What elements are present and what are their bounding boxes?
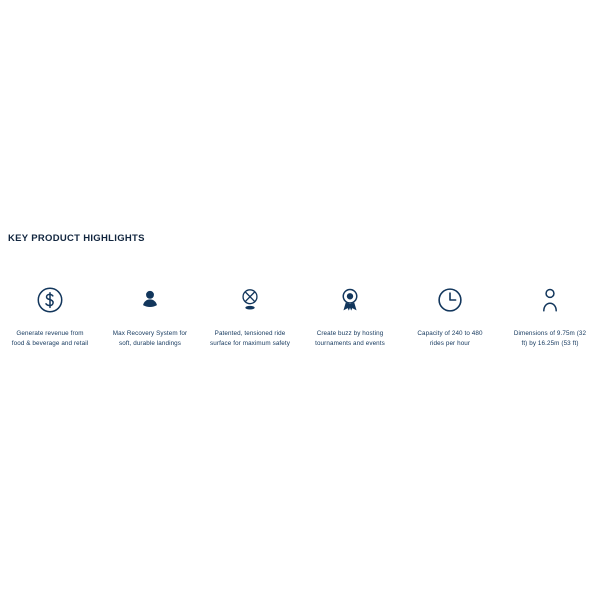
highlight-label: Capacity of 240 to 480 rides per hour [417,330,483,347]
award-ribbon-icon [335,280,365,320]
dollar-coin-icon [35,280,65,320]
highlight-item [500,280,600,349]
person-dimensions-icon [535,280,565,320]
trampoline-safety-icon [235,280,265,320]
clock-icon [435,280,465,320]
highlight-label: Max Recovery System for soft, durable landings [112,330,188,347]
person-landing-icon [135,280,165,320]
highlight-label: Dimensions of 9.75m (32 ft) by 16.25m (53 ft) [513,330,587,347]
highlight-label: Generate revenue from food & beverage and retail [11,330,89,347]
highlight-item [400,280,500,349]
highlight-label: Create buzz by hosting tournaments and events [315,330,385,347]
highlight-label: Patented, tensioned ride surface for maximum safety [210,330,290,347]
highlight-item [300,280,400,349]
highlights-row [0,280,600,349]
page-title: KEY PRODUCT HIGHLIGHTS [8,233,145,244]
highlight-item [0,280,100,349]
highlight-item [100,280,200,349]
highlight-item [200,280,300,349]
